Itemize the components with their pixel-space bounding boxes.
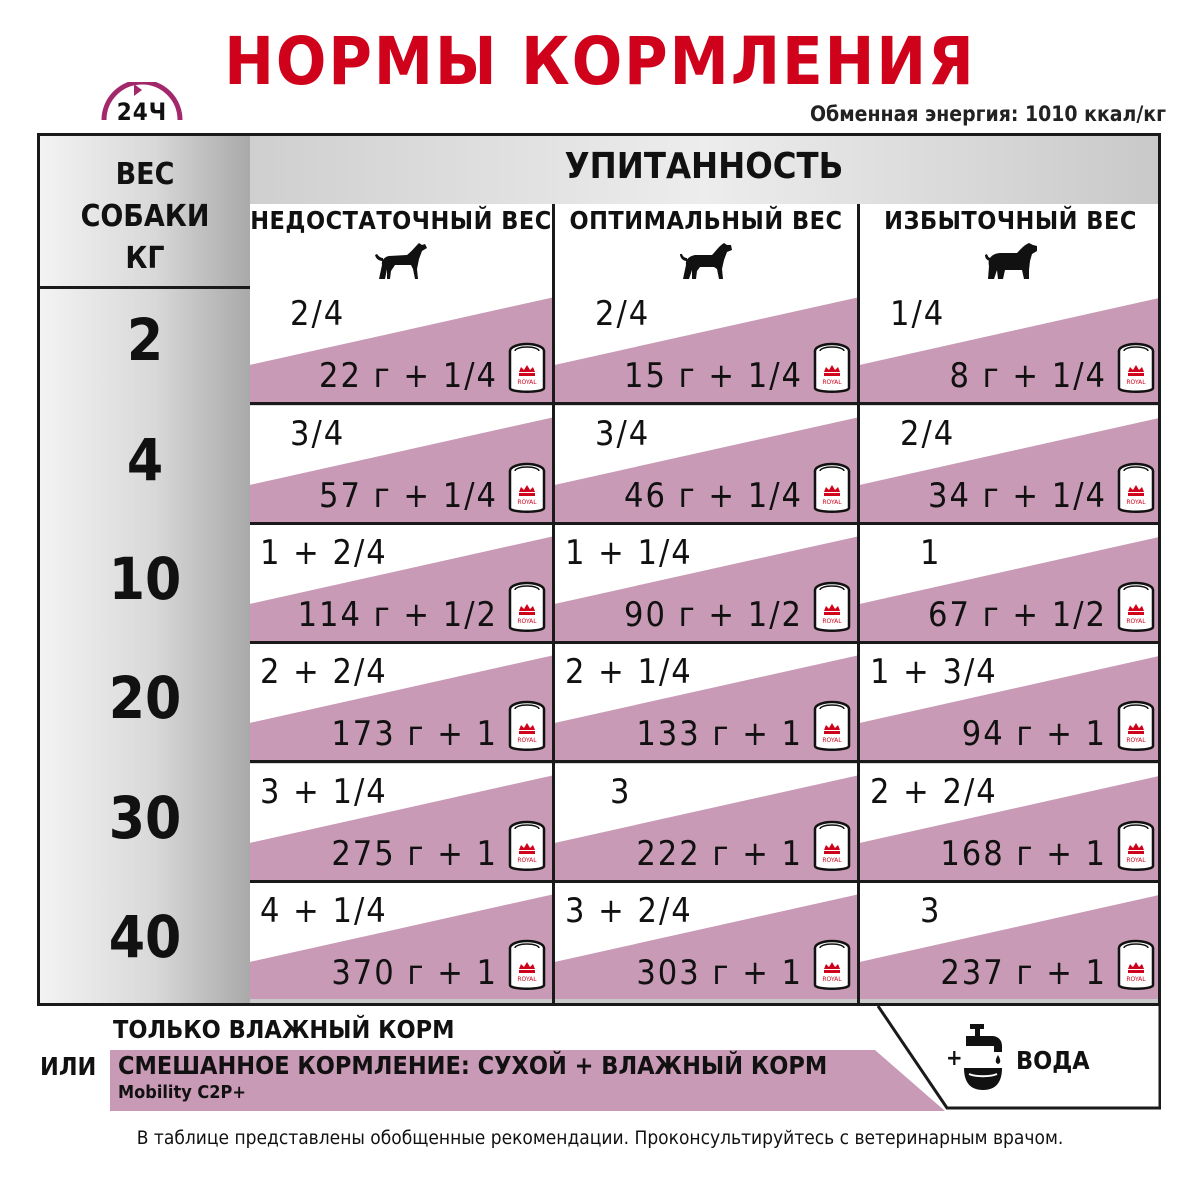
can-icon <box>813 939 851 993</box>
weight-label: 40 <box>108 903 182 971</box>
svg-text:ROYAL: ROYAL <box>517 618 537 625</box>
svg-text:ROYAL: ROYAL <box>822 379 842 386</box>
nutrition-header: УПИТАННОСТЬ <box>564 146 844 187</box>
ration-cell <box>860 525 1161 641</box>
dry-ration: 3/4 <box>595 414 651 454</box>
wet-ration: 22 г + 1/4 <box>319 356 498 396</box>
dry-ration: 2 + 1/4 <box>565 652 693 692</box>
dry-ration: 1 <box>920 533 942 573</box>
dry-ration: 2/4 <box>595 294 651 334</box>
wet-ration: 114 г + 1/2 <box>297 595 498 635</box>
svg-text:ROYAL: ROYAL <box>517 857 537 864</box>
ration-cell <box>555 764 857 880</box>
weight-label: 20 <box>108 664 182 732</box>
col-header-optimal <box>555 204 857 286</box>
wet-ration: 222 г + 1 <box>636 834 803 874</box>
can-icon <box>1117 700 1155 754</box>
svg-text:ROYAL: ROYAL <box>822 976 842 983</box>
wet-ration: 15 г + 1/4 <box>624 356 803 396</box>
wet-ration: 46 г + 1/4 <box>624 476 803 516</box>
dry-ration: 2 + 2/4 <box>870 772 998 812</box>
svg-text:ROYAL: ROYAL <box>1126 499 1146 506</box>
wet-ration: 34 г + 1/4 <box>928 476 1107 516</box>
wet-ration: 275 г + 1 <box>331 834 498 874</box>
can-icon <box>813 700 851 754</box>
col-label: ОПТИМАЛЬНЫЙ ВЕС <box>569 206 843 235</box>
ration-cell <box>860 764 1161 880</box>
svg-text:ROYAL: ROYAL <box>1126 618 1146 625</box>
svg-text:ROYAL: ROYAL <box>517 737 537 744</box>
ration-cell <box>250 406 552 522</box>
weight-header-line: КГ <box>125 241 165 276</box>
wet-ration: 173 г + 1 <box>331 714 498 754</box>
can-icon <box>813 462 851 516</box>
dog-underweight-icon <box>373 239 429 283</box>
ration-cell <box>250 764 552 880</box>
water-label: ВОДА <box>1016 1046 1090 1075</box>
dry-ration: 2 + 2/4 <box>260 652 388 692</box>
dog-overweight-icon <box>983 239 1039 283</box>
ration-cell <box>555 644 857 760</box>
dry-ration: 3 + 2/4 <box>565 891 693 931</box>
ration-cell <box>555 406 857 522</box>
dog-optimal-icon <box>678 239 734 283</box>
ration-cell <box>250 286 552 402</box>
dry-ration: 2/4 <box>900 414 956 454</box>
dry-ration: 3 + 1/4 <box>260 772 388 812</box>
weight-header-line: СОБАКИ <box>80 199 210 234</box>
can-icon <box>508 700 546 754</box>
can-icon <box>1117 581 1155 635</box>
ration-cell <box>250 644 552 760</box>
weight-label: 10 <box>108 545 182 613</box>
weight-label: 2 <box>126 306 164 374</box>
wet-ration: 370 г + 1 <box>331 953 498 993</box>
ration-cell <box>555 525 857 641</box>
dry-ration: 3/4 <box>290 414 346 454</box>
wet-ration: 303 г + 1 <box>636 953 803 993</box>
weight-header-line: ВЕС <box>115 157 175 192</box>
svg-text:ROYAL: ROYAL <box>1126 379 1146 386</box>
can-icon <box>813 581 851 635</box>
wet-ration: 237 г + 1 <box>940 953 1107 993</box>
legend-mixed: СМЕШАННОЕ КОРМЛЕНИЕ: СУХОЙ + ВЛАЖНЫЙ КОРМ <box>118 1051 828 1080</box>
ration-cell <box>555 286 857 402</box>
wet-ration: 8 г + 1/4 <box>949 356 1107 396</box>
wet-ration: 57 г + 1/4 <box>319 476 498 516</box>
legend-or: ИЛИ <box>40 1052 97 1081</box>
can-icon <box>1117 342 1155 396</box>
svg-text:ROYAL: ROYAL <box>1126 857 1146 864</box>
legend-product: Mobility C2P+ <box>118 1082 246 1103</box>
can-icon <box>1117 462 1155 516</box>
page-title: НОРМЫ КОРМЛЕНИЯ <box>224 23 976 100</box>
dry-ration: 3 <box>610 772 632 812</box>
can-icon <box>508 581 546 635</box>
water-icon <box>960 1022 1006 1092</box>
plus-sign: + <box>946 1046 963 1071</box>
svg-text:ROYAL: ROYAL <box>517 499 537 506</box>
svg-text:ROYAL: ROYAL <box>1126 737 1146 744</box>
ration-cell <box>860 883 1161 999</box>
dry-ration: 3 <box>920 891 942 931</box>
svg-text:ROYAL: ROYAL <box>1126 976 1146 983</box>
weight-label: 30 <box>108 784 182 852</box>
dry-ration: 1/4 <box>890 294 946 334</box>
divider <box>250 402 1158 405</box>
ration-cell <box>250 883 552 999</box>
can-icon <box>508 939 546 993</box>
divider <box>250 760 1158 763</box>
ration-cell <box>250 525 552 641</box>
wet-ration: 90 г + 1/2 <box>624 595 803 635</box>
ration-cell <box>860 644 1161 760</box>
svg-text:ROYAL: ROYAL <box>517 379 537 386</box>
ration-cell <box>555 883 857 999</box>
badge-label: 24Ч <box>116 98 168 126</box>
can-icon <box>1117 820 1155 874</box>
dry-ration: 1 + 1/4 <box>565 533 693 573</box>
svg-text:ROYAL: ROYAL <box>822 737 842 744</box>
can-icon <box>508 820 546 874</box>
col-header-overweight <box>860 204 1161 286</box>
can-icon <box>508 462 546 516</box>
can-icon <box>813 342 851 396</box>
svg-text:ROYAL: ROYAL <box>822 857 842 864</box>
ration-cell <box>860 286 1161 402</box>
wet-ration: 67 г + 1/2 <box>928 595 1107 635</box>
can-icon <box>508 342 546 396</box>
col-label: НЕДОСТАТОЧНЫЙ ВЕС <box>250 206 552 235</box>
dry-ration: 4 + 1/4 <box>260 891 388 931</box>
energy-info: Обменная энергия: 1010 ккал/кг <box>809 102 1166 126</box>
wet-ration: 133 г + 1 <box>636 714 803 754</box>
legend-wet-only: ТОЛЬКО ВЛАЖНЫЙ КОРМ <box>113 1015 455 1044</box>
svg-text:ROYAL: ROYAL <box>822 618 842 625</box>
can-icon <box>1117 939 1155 993</box>
svg-text:ROYAL: ROYAL <box>517 976 537 983</box>
weight-header <box>40 154 250 280</box>
weight-label: 4 <box>126 426 164 494</box>
col-header-underweight <box>250 204 552 286</box>
feeding-table <box>37 133 1161 1006</box>
divider <box>40 286 250 289</box>
wet-ration: 94 г + 1 <box>961 714 1107 754</box>
dry-ration: 1 + 2/4 <box>260 533 388 573</box>
dry-ration: 1 + 3/4 <box>870 652 998 692</box>
disclaimer: В таблице представлены обобщенные рекомендации. Проконсультируйтесь с ветеринарным врачом. <box>136 1127 1064 1149</box>
can-icon <box>813 820 851 874</box>
col-label: ИЗБЫТОЧНЫЙ ВЕС <box>884 206 1137 235</box>
svg-text:ROYAL: ROYAL <box>822 499 842 506</box>
wet-ration: 168 г + 1 <box>940 834 1107 874</box>
ration-cell <box>860 406 1161 522</box>
dry-ration: 2/4 <box>290 294 346 334</box>
